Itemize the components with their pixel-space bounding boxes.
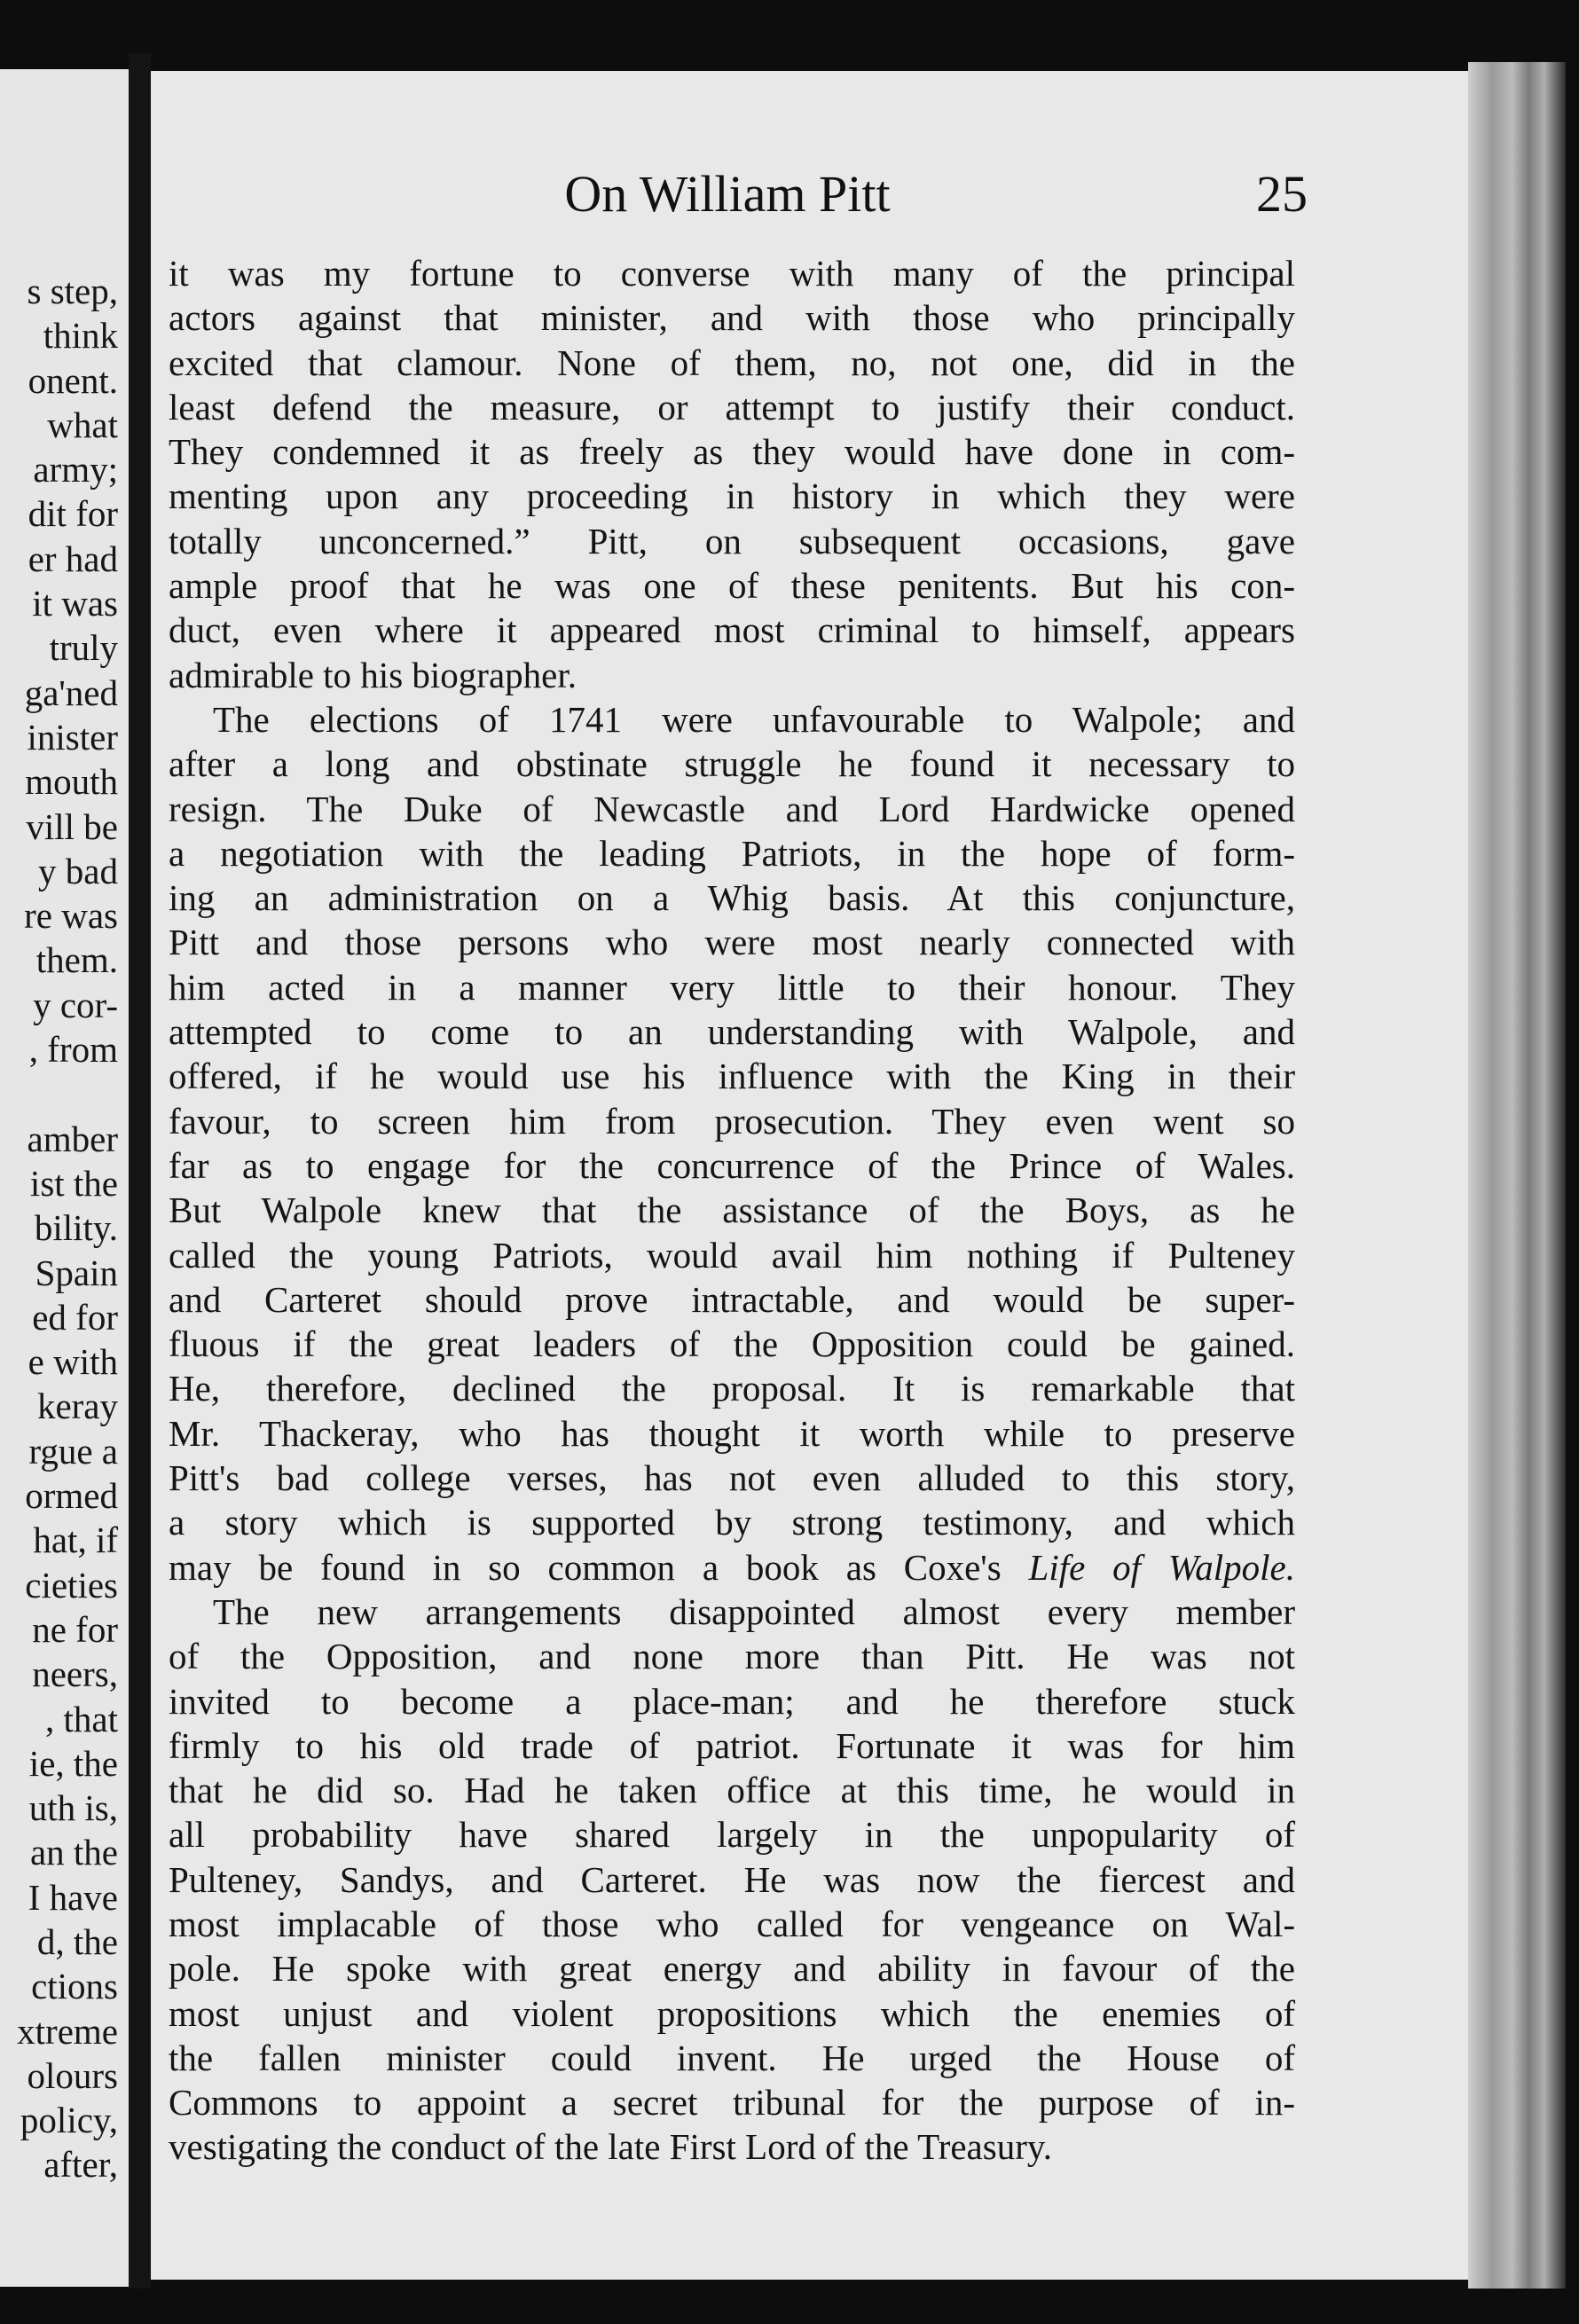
left-line: y cor- [33,984,118,1025]
left-line: s step, [27,271,118,311]
left-line: mouth [25,761,118,803]
left-line: an the [29,1832,118,1873]
text-line: that he did so. Had he taken office at this time, he would in [169,1770,1295,1811]
text-line: excited that clamour. None of them, no, not one, did in the [169,342,1295,383]
text-line: They condemned it as freely as they would have done in com- [169,431,1295,473]
left-line: I have [27,1876,118,1918]
left-line: hat, if [33,1519,118,1561]
text-line: called the young Patriots, would avail him nothing if Pulteney [169,1234,1295,1276]
page-header [151,164,1308,226]
left-line: dit for [27,493,118,535]
left-line: think [43,315,118,357]
left-line: ormed [25,1475,118,1517]
left-line: d, the [36,1920,118,1962]
text-line: the fallen minister could invent. He urged the House of [169,2037,1295,2078]
left-line: , from [28,1029,118,1071]
text-line: a story which is supported by strong testimony, and which [169,1502,1295,1543]
text-line: duct, even where it appeared most criminal to himself, appears [169,609,1295,651]
page-body-text [169,251,1295,2170]
text-line: ing an administration on a Whig basis. At this conjuncture, [169,877,1295,919]
text-line: Pitt's bad college verses, has not even alluded to this story, [169,1457,1295,1499]
left-line: neers, [32,1653,118,1695]
left-line: olours [27,2054,118,2096]
left-line: ie, the [28,1742,118,1784]
text-line: The elections of 1741 were unfavourable to Walpole; and [213,698,1295,740]
text-line: offered, if he would use his influence with the King in their [169,1056,1295,1097]
text-line: menting upon any proceeding in history in which they were [169,475,1295,517]
text-line: Pulteney, Sandys, and Carteret. He was now the fiercest and [169,1858,1295,1900]
text-line: admirable to his biographer. [169,654,577,695]
left-line: them. [35,939,118,981]
left-page-text-fragments [0,269,118,2187]
text-line: ample proof that he was one of these penitents. But his con- [169,565,1295,607]
text-line: and Carteret should prove intractable, and would be super- [169,1278,1295,1320]
text-line: least defend the measure, or attempt to justify their conduct. [169,386,1295,428]
text-line: far as to engage for the concurrence of the Prince of Wales. [169,1144,1295,1186]
line-text: may be found in so common a book as Coxe's [169,1546,1002,1588]
left-line: onent. [27,359,118,401]
text-line: invited to become a place-man; and he therefore stuck [169,1680,1295,1722]
text-line: Commons to appoint a secret tribunal for the purpose of in- [169,2082,1295,2124]
text-line: firmly to his old trade of patriot. Fortunate it was for him [169,1724,1295,1766]
text-line: vestigating the conduct of the late First Lord of the Treasury. [169,2126,1052,2168]
page-edge-shadow [1468,62,1566,2289]
left-line: policy, [20,2100,118,2141]
text-line: totally unconcerned.” Pitt, on subsequent occasions, gave [169,520,1295,561]
left-line: ist the [29,1162,118,1204]
left-line: re was [24,895,118,937]
text-line: Pitt and those persons who were most nearly connected with [169,922,1295,963]
left-line: uth is, [28,1787,118,1829]
left-line: e with [27,1341,118,1383]
left-facing-page [0,69,129,2287]
left-line: amber [27,1118,118,1159]
left-line: er had [27,538,118,579]
text-line: most implacable of those who called for vengeance on Wal- [169,1903,1295,1944]
left-line: vill be [26,805,118,847]
text-line: actors against that minister, and with those who principally [169,297,1295,339]
left-line [0,1072,118,1116]
text-line: attempted to come to an understanding with Walpole, and [169,1011,1295,1053]
text-line: He, therefore, declined the proposal. It is remarkable that [169,1368,1295,1409]
binding-gutter [129,53,151,2289]
text-line: most unjust and violent propositions which the enemies of [169,1992,1295,2034]
left-line: army; [33,449,118,491]
left-line: truly [49,627,118,669]
text-line-with-title [169,1545,1295,1590]
text-line: The new arrangements disappointed almost every member [213,1590,1295,1632]
left-line: what [47,404,118,445]
left-line: ga'ned [24,671,118,713]
left-line: after, [43,2144,118,2186]
text-line: favour, to screen him from prosecution. They even went so [169,1100,1295,1142]
left-line: inister [27,716,118,758]
left-line: ne for [32,1608,118,1650]
text-line: But Walpole knew that the assistance of the Boys, as he [169,1189,1295,1231]
left-line: cieties [25,1564,118,1606]
left-line: ed for [32,1296,118,1338]
text-line: pole. He spoke with great energy and ability in favour of the [169,1948,1295,1990]
left-line: keray [36,1386,118,1427]
text-line: resign. The Duke of Newcastle and Lord Hardwicke opened [169,788,1295,829]
left-line: ctions [31,1966,118,2007]
text-line: fluous if the great leaders of the Opposition could be gained. [169,1323,1295,1365]
text-line: Mr. Thackeray, who has thought it worth while to preserve [169,1412,1295,1454]
left-line: y bad [38,850,118,891]
running-head: On William Pitt [564,165,891,223]
left-line: , that [45,1698,118,1739]
book-title-italic: Life of Walpole. [1028,1546,1296,1588]
text-line: all probability have shared largely in the unpopularity of [169,1814,1295,1856]
text-line: after a long and obstinate struggle he found it necessary to [169,743,1295,785]
left-line: Spain [35,1252,118,1293]
text-line: it was my fortune to converse with many of the principal [169,253,1295,294]
text-line: a negotiation with the leading Patriots, in the hope of form- [169,832,1295,874]
page-number: 25 [1256,165,1308,223]
left-line: bility. [34,1207,118,1249]
left-line: it was [32,583,118,624]
left-line: rgue a [28,1430,118,1472]
text-line: of the Opposition, and none more than Pitt. He was not [169,1636,1295,1677]
text-line: him acted in a manner very little to their honour. They [169,966,1295,1008]
left-line: xtreme [17,2010,118,2052]
